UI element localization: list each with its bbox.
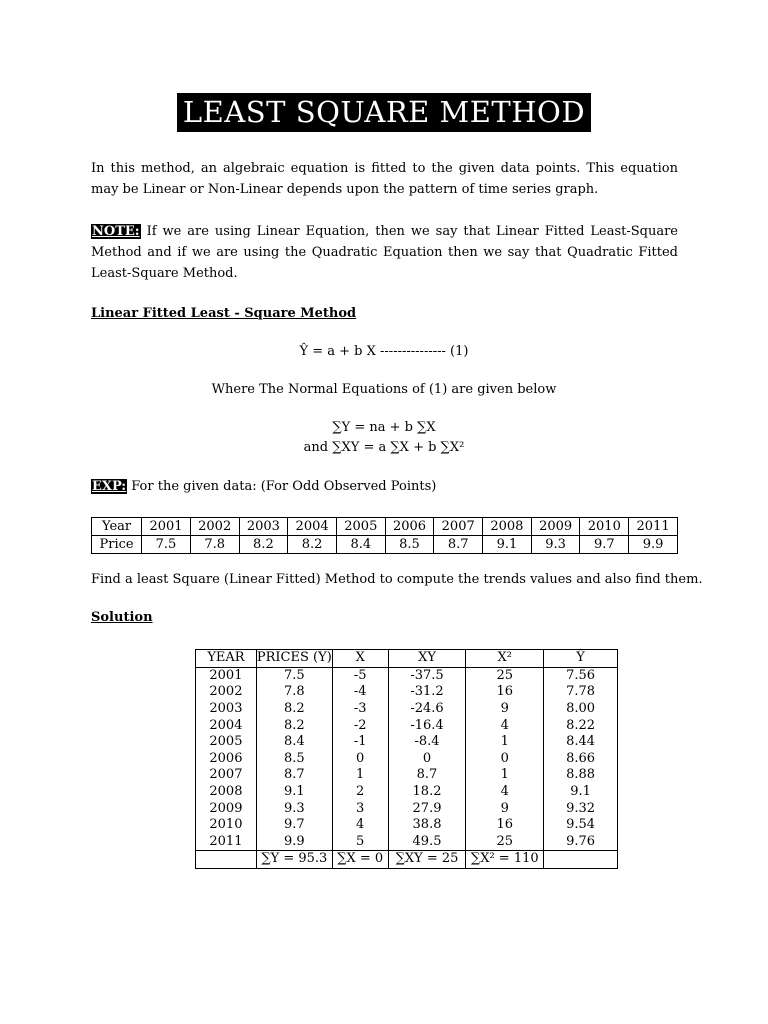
solution-table-row-cell: 2009 xyxy=(196,800,257,817)
solution-table-row-cell: 9 xyxy=(466,701,544,718)
solution-table-row-cell: -4 xyxy=(332,684,388,701)
solution-header-row-cell: XY xyxy=(388,650,466,668)
solution-header-row-cell: PRICES (Y) xyxy=(256,650,332,666)
solution-table-row-cell: -1 xyxy=(332,734,388,751)
solution-table-row-cell: 8.44 xyxy=(544,734,618,751)
solution-header-row-cell: Ŷ xyxy=(544,650,618,668)
solution-table-row-cell: 8.2 xyxy=(256,701,332,718)
normal-equation-2: and ∑XY = a ∑X + b ∑X² xyxy=(303,440,465,455)
solution-table-row-cell: 2005 xyxy=(196,734,257,751)
solution-table-row-cell: 8.88 xyxy=(544,767,618,784)
solution-table-row-cell: 27.9 xyxy=(388,800,466,817)
solution-table-row xyxy=(196,800,618,817)
main-equation: Ŷ = a + b X --------------- (1) xyxy=(299,344,469,359)
solution-table-row-cell: 9.32 xyxy=(544,800,618,817)
solution-table-row-cell: 8.2 xyxy=(256,717,332,734)
given-table-cell: 9.9 xyxy=(629,536,678,554)
solution-table-row-cell: 9.7 xyxy=(256,817,332,834)
solution-table-row-cell: 8.7 xyxy=(388,767,466,784)
solution-table-row-cell: 2003 xyxy=(196,701,257,718)
given-table-row xyxy=(92,536,678,554)
solution-table-row-cell: 9.1 xyxy=(256,784,332,801)
solution-table-row-cell: 25 xyxy=(466,834,544,851)
solution-table-row-cell: -37.5 xyxy=(388,667,466,684)
solution-table-row xyxy=(196,667,618,684)
solution-table-row-cell: -3 xyxy=(332,701,388,718)
solution-header-row-cell: YEAR xyxy=(196,650,257,668)
given-table-cell: Year xyxy=(92,518,142,536)
solution-table-row xyxy=(196,767,618,784)
solution-table-row xyxy=(196,751,618,768)
given-table-cell: 8.2 xyxy=(239,536,288,554)
given-table-row xyxy=(92,518,678,536)
solution-table-row-cell: 25 xyxy=(466,667,544,684)
solution-table-row-cell: 9.9 xyxy=(256,834,332,851)
solution-table-row-cell: 8.22 xyxy=(544,717,618,734)
given-table-cell: 2004 xyxy=(288,518,337,536)
solution-sum-row-cell: ∑XY = 25 xyxy=(388,851,466,869)
solution-table-row-cell: 49.5 xyxy=(388,834,466,851)
solution-table-row xyxy=(196,717,618,734)
given-table-cell: Price xyxy=(92,536,142,554)
solution-table-row-cell: 2010 xyxy=(196,817,257,834)
given-table-cell: 2011 xyxy=(629,518,678,536)
solution-table-row-cell: -5 xyxy=(332,667,388,684)
solution-table-row-cell: 38.8 xyxy=(388,817,466,834)
solution-table-row-cell: 0 xyxy=(466,751,544,768)
title-container xyxy=(0,93,768,132)
solution-table-row-cell: 4 xyxy=(332,817,388,834)
solution-table-row-cell: 8.4 xyxy=(256,734,332,751)
given-table-cell: 8.5 xyxy=(385,536,434,554)
solution-table-row-cell: 5 xyxy=(332,834,388,851)
solution-table-row-cell: 16 xyxy=(466,684,544,701)
solution-header-row-cell: X xyxy=(332,650,388,668)
task-text: Find a least Square (Linear Fitted) Method to compute the trends values and also find them. xyxy=(91,572,703,587)
given-table-cell: 2002 xyxy=(190,518,239,536)
solution-table-row-cell: 2007 xyxy=(196,767,257,784)
given-table-cell: 2005 xyxy=(336,518,385,536)
given-table-cell: 2003 xyxy=(239,518,288,536)
solution-table-row-cell: 8.66 xyxy=(544,751,618,768)
given-table-cell: 2009 xyxy=(531,518,580,536)
solution-sum-row-cell: ∑X² = 110 xyxy=(466,851,544,869)
solution-table-row-cell: 9.1 xyxy=(544,784,618,801)
solution-table-row-cell: 7.8 xyxy=(256,684,332,701)
solution-sum-row-cell: ∑Y = 95.3 xyxy=(256,851,332,869)
note-paragraph xyxy=(91,221,678,284)
solution-table-row-cell: 2011 xyxy=(196,834,257,851)
solution-sum-row xyxy=(196,851,618,869)
solution-table-row-cell: -2 xyxy=(332,717,388,734)
example-label: EXP: xyxy=(92,479,127,494)
solution-table-row-cell: 4 xyxy=(466,784,544,801)
solution-table-row-cell: 9.3 xyxy=(256,800,332,817)
solution-table-row xyxy=(196,784,618,801)
solution-sum-row-cell: ∑X = 0 xyxy=(332,851,388,869)
note-text: If we are using Linear Equation, then we say that Linear Fitted Least-Square Method and if we are using the Quadratic Equation then we say that Quadratic Fitted Least-Square Method. xyxy=(91,224,678,281)
equation-note: Where The Normal Equations of (1) are given below xyxy=(211,382,557,397)
solution-table-row-cell: 1 xyxy=(332,767,388,784)
solution-table-row-cell: 8.00 xyxy=(544,701,618,718)
solution-table-row-cell: 2004 xyxy=(196,717,257,734)
solution-table-row-cell: 7.5 xyxy=(256,667,332,684)
solution-table-row-cell: 2008 xyxy=(196,784,257,801)
given-table-cell: 9.1 xyxy=(483,536,532,554)
given-table-cell: 7.8 xyxy=(190,536,239,554)
solution-table-row-cell: 7.78 xyxy=(544,684,618,701)
solution-table-row-cell: 1 xyxy=(466,734,544,751)
solution-table-row-cell: -31.2 xyxy=(388,684,466,701)
example-text: For the given data: (For Odd Observed Points) xyxy=(127,479,437,494)
given-table-cell: 8.7 xyxy=(434,536,483,554)
solution-table-row-cell: 9.76 xyxy=(544,834,618,851)
solution-table-row-cell: 7.56 xyxy=(544,667,618,684)
solution-table-row-cell: 2 xyxy=(332,784,388,801)
given-table-cell: 2001 xyxy=(142,518,191,536)
solution-table-row-cell: 8.7 xyxy=(256,767,332,784)
example-line xyxy=(91,479,436,494)
solution-table-row-cell: 3 xyxy=(332,800,388,817)
solution-table-row-cell: 0 xyxy=(332,751,388,768)
given-table-cell: 2008 xyxy=(483,518,532,536)
solution-table-row-cell: 16 xyxy=(466,817,544,834)
given-table-cell: 8.2 xyxy=(288,536,337,554)
solution-table-row xyxy=(196,701,618,718)
solution-label: Solution xyxy=(91,610,153,625)
solution-sum-row-cell xyxy=(196,851,257,869)
section-heading: Linear Fitted Least - Square Method xyxy=(91,306,357,321)
solution-header-row-cell: X² xyxy=(466,650,544,668)
given-table-cell: 2006 xyxy=(385,518,434,536)
solution-table-row-cell: 9 xyxy=(466,800,544,817)
given-table-cell: 9.3 xyxy=(531,536,580,554)
solution-table-row-cell: 2002 xyxy=(196,684,257,701)
page-title: LEAST SQUARE METHOD xyxy=(177,93,591,132)
solution-table-row xyxy=(196,734,618,751)
solution-table-row-cell: 9.54 xyxy=(544,817,618,834)
solution-sum-row-cell xyxy=(544,851,618,869)
solution-table xyxy=(195,649,618,869)
solution-table-row-cell: 18.2 xyxy=(388,784,466,801)
solution-table-row xyxy=(196,834,618,851)
given-data-table xyxy=(91,517,678,554)
given-table-cell: 8.4 xyxy=(336,536,385,554)
solution-table-row-cell: 1 xyxy=(466,767,544,784)
solution-table-row-cell: -24.6 xyxy=(388,701,466,718)
solution-table-row-cell: 8.5 xyxy=(256,751,332,768)
note-label: NOTE: xyxy=(92,224,140,239)
solution-table-row-cell: -8.4 xyxy=(388,734,466,751)
solution-table-row xyxy=(196,817,618,834)
normal-equation-1: ∑Y = na + b ∑X xyxy=(332,420,436,435)
given-table-cell: 9.7 xyxy=(580,536,629,554)
given-table-cell: 2007 xyxy=(434,518,483,536)
solution-table-row-cell: 2006 xyxy=(196,751,257,768)
intro-paragraph: In this method, an algebraic equation is fitted to the given data points. This equation may be Linear or Non-Linear depends upon the pattern of time series graph. xyxy=(91,161,678,197)
solution-table-row-cell: 0 xyxy=(388,751,466,768)
given-table-cell: 7.5 xyxy=(142,536,191,554)
solution-header-row xyxy=(196,650,618,668)
solution-table-row-cell: -16.4 xyxy=(388,717,466,734)
solution-table-row-cell: 4 xyxy=(466,717,544,734)
given-table-cell: 2010 xyxy=(580,518,629,536)
solution-table-row-cell: 2001 xyxy=(196,667,257,684)
solution-table-row xyxy=(196,684,618,701)
